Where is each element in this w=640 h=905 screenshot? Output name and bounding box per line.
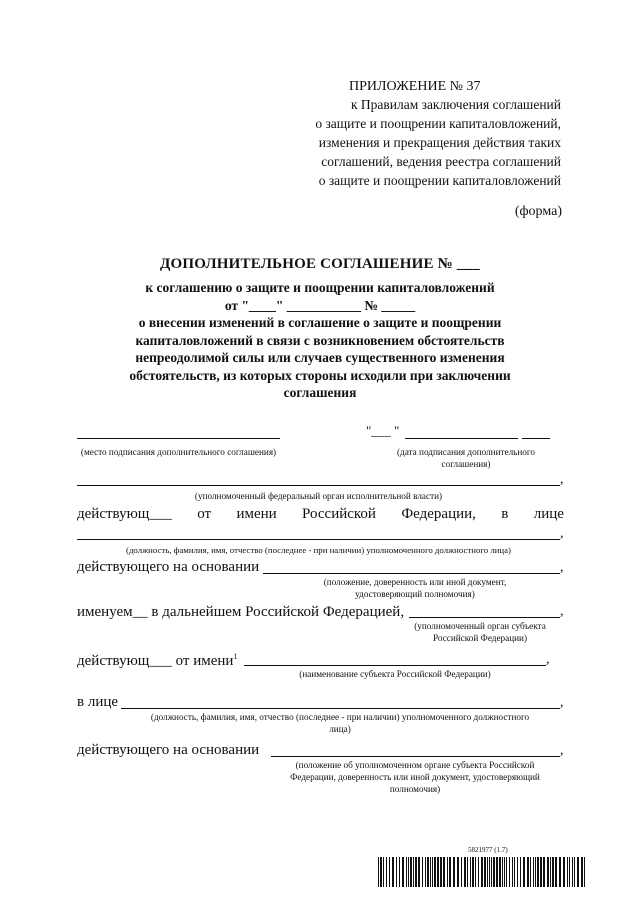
barcode-bar (467, 857, 468, 887)
barcode-bar (502, 857, 503, 887)
comma: , (560, 695, 564, 710)
barcode-bar (378, 857, 379, 887)
barcode-bar (537, 857, 539, 887)
barcode-bar (434, 857, 436, 887)
barcode-bar (461, 857, 462, 887)
barcode-bar (406, 857, 407, 887)
subtitle-line: обстоятельств, из которых стороны исходили при заключении (129, 367, 511, 383)
acting-word: от (197, 506, 212, 522)
region-body-line[interactable] (409, 617, 560, 618)
barcode (378, 848, 588, 888)
basis-line[interactable] (263, 573, 560, 574)
barcode-bar (418, 857, 420, 887)
barcode-bar (543, 857, 545, 887)
acting-word: в (501, 506, 509, 522)
barcode-number: 5821977 (1.7) (468, 846, 508, 854)
barcode-bar (415, 857, 417, 887)
appendix-title: ПРИЛОЖЕНИЕ № 37 (349, 79, 481, 94)
appendix-line: соглашений, ведения реестра соглашений (321, 154, 561, 169)
barcode-bar (422, 857, 423, 887)
acting-word: Федерации, (401, 506, 476, 522)
barcode-bar (475, 857, 476, 887)
appendix-line: к Правилам заключения соглашений (350, 97, 561, 112)
barcode-bar (512, 857, 513, 887)
barcode-bar (527, 857, 529, 887)
region-name-line[interactable] (244, 665, 546, 666)
barcode-bar (572, 857, 573, 887)
comma: , (560, 604, 564, 619)
subtitle-line: капиталовложений в связи с возникновением обстоятельств (135, 332, 505, 348)
barcode-bar (437, 857, 439, 887)
date-quotes: "___ " (366, 423, 400, 438)
barcode-bar (443, 857, 445, 887)
acting-label (77, 652, 237, 670)
form-label: (форма) (514, 204, 562, 219)
barcode-bar (402, 857, 404, 887)
subtitle-line: от "____" ___________ № _____ (224, 297, 416, 313)
barcode-bar (523, 857, 525, 887)
barcode-bar (574, 857, 575, 887)
comma: , (560, 743, 564, 758)
barcode-bar (493, 857, 495, 887)
barcode-bar (550, 857, 551, 887)
barcode-bar (496, 857, 498, 887)
appendix-line: о защите и поощрении капиталовложений (318, 173, 561, 188)
barcode-bar (563, 857, 565, 887)
barcode-bar (533, 857, 534, 887)
barcode-bar (440, 857, 442, 887)
acting-word: имени (236, 506, 277, 522)
federal-body-caption: (уполномоченный федеральный орган исполнительной власти) (194, 491, 443, 501)
barcode-bar (457, 857, 459, 887)
barcode-bar (396, 857, 397, 887)
official-line[interactable] (77, 539, 560, 540)
barcode-bar (535, 857, 536, 887)
barcode-bar (430, 857, 431, 887)
barcode-bar (449, 857, 451, 887)
basis-label: действующего на основании (77, 559, 260, 575)
subtitle-line: к соглашению о защите и поощрении капиталовложений (145, 280, 495, 295)
barcode-bar (547, 857, 549, 887)
basis-caption: (положение, доверенность или иной документ, удостоверяющий полномочия) (323, 577, 507, 599)
barcode-bar (506, 857, 507, 887)
barcode-bar (567, 857, 568, 887)
footnote-mark: 1 (233, 652, 238, 661)
barcode-bar (584, 857, 585, 887)
date-month-line[interactable] (405, 438, 518, 439)
barcode-bar (478, 857, 479, 887)
official-caption: (должность, фамилия, имя, отчество (последнее - при наличии) уполномоченного должностного лица) (126, 545, 511, 555)
barcode-bar (530, 857, 531, 887)
barcode-bar (484, 857, 486, 887)
official2-line[interactable] (121, 708, 560, 709)
barcode-bar (427, 857, 429, 887)
barcode-bar (481, 857, 483, 887)
barcode-bar (509, 857, 510, 887)
place-caption: (место подписания дополнительного соглашения) (80, 447, 277, 457)
barcode-bar (447, 857, 448, 887)
basis2-label: действующего на основании (77, 742, 260, 758)
barcode-bar (432, 857, 433, 887)
barcode-bar (499, 857, 501, 887)
barcode-bars-icon (378, 857, 588, 887)
barcode-bar (383, 857, 384, 887)
barcode-bar (559, 857, 561, 887)
barcode-bar (399, 857, 400, 887)
subtitle-line: соглашения (283, 385, 357, 400)
named-label: именуем__ в дальнейшем Российской Федерацией, (77, 604, 405, 620)
basis2-caption: (положение об уполномоченном органе субъекта Российской Федерации, доверенность или иной документ, удостоверяющий полномочия) (290, 760, 540, 794)
barcode-bar (380, 857, 382, 887)
comma: , (546, 652, 550, 667)
comma: , (560, 472, 564, 487)
barcode-bar (581, 857, 583, 887)
barcode-bar (386, 857, 387, 887)
barcode-bar (504, 857, 505, 887)
barcode-bar (470, 857, 471, 887)
in-person-label: в лице (77, 694, 119, 710)
barcode-bar (453, 857, 455, 887)
subtitle-line: о внесении изменений в соглашение о защите и поощрении (138, 315, 502, 330)
acting-word: Российской (302, 506, 376, 522)
basis2-line[interactable] (271, 756, 560, 757)
date-year-line[interactable] (522, 438, 550, 439)
barcode-bar (489, 857, 490, 887)
appendix-line: о защите и поощрении капиталовложений, (315, 116, 561, 131)
comma: , (560, 526, 564, 541)
barcode-bar (540, 857, 542, 887)
barcode-bar (425, 857, 426, 887)
barcode-bar (552, 857, 554, 887)
barcode-bar (472, 857, 474, 887)
date-caption: (дата подписания дополнительного соглашения) (396, 447, 536, 469)
document-subtitle (60, 279, 580, 402)
barcode-bar (410, 857, 412, 887)
barcode-bar (389, 857, 390, 887)
barcode-bar (491, 857, 492, 887)
acting-word: лице (533, 506, 564, 522)
appendix-line: изменения и прекращения действия таких (318, 135, 561, 150)
barcode-bar (577, 857, 579, 887)
comma: , (560, 560, 564, 575)
document-title: ДОПОЛНИТЕЛЬНОЕ СОГЛАШЕНИЕ № ___ (160, 256, 480, 272)
acting-label-text: действующ___ от имени (77, 653, 234, 669)
federal-body-line[interactable] (77, 485, 560, 486)
barcode-bar (464, 857, 466, 887)
barcode-bar (514, 857, 515, 887)
barcode-bar (517, 857, 518, 887)
official2-caption: (должность, фамилия, имя, отчество (последнее - при наличии) уполномоченного должностного лица) (150, 712, 530, 734)
barcode-bar (569, 857, 570, 887)
subtitle-line: непреодолимой силы или случаев существенного изменения (135, 350, 505, 365)
place-field-line[interactable] (77, 438, 280, 439)
region-name-caption: (наименование субъекта Российской Федерации) (299, 669, 491, 679)
barcode-bar (555, 857, 557, 887)
acting-on-behalf-row (77, 506, 564, 523)
barcode-bar (520, 857, 521, 887)
barcode-bar (413, 857, 414, 887)
barcode-bar (487, 857, 488, 887)
acting-word: действующ___ (77, 506, 172, 522)
barcode-bar (392, 857, 394, 887)
barcode-bar (408, 857, 409, 887)
appendix-reference (261, 95, 561, 190)
region-body-caption: (уполномоченный орган субъекта Российской Федерации) (414, 621, 546, 643)
